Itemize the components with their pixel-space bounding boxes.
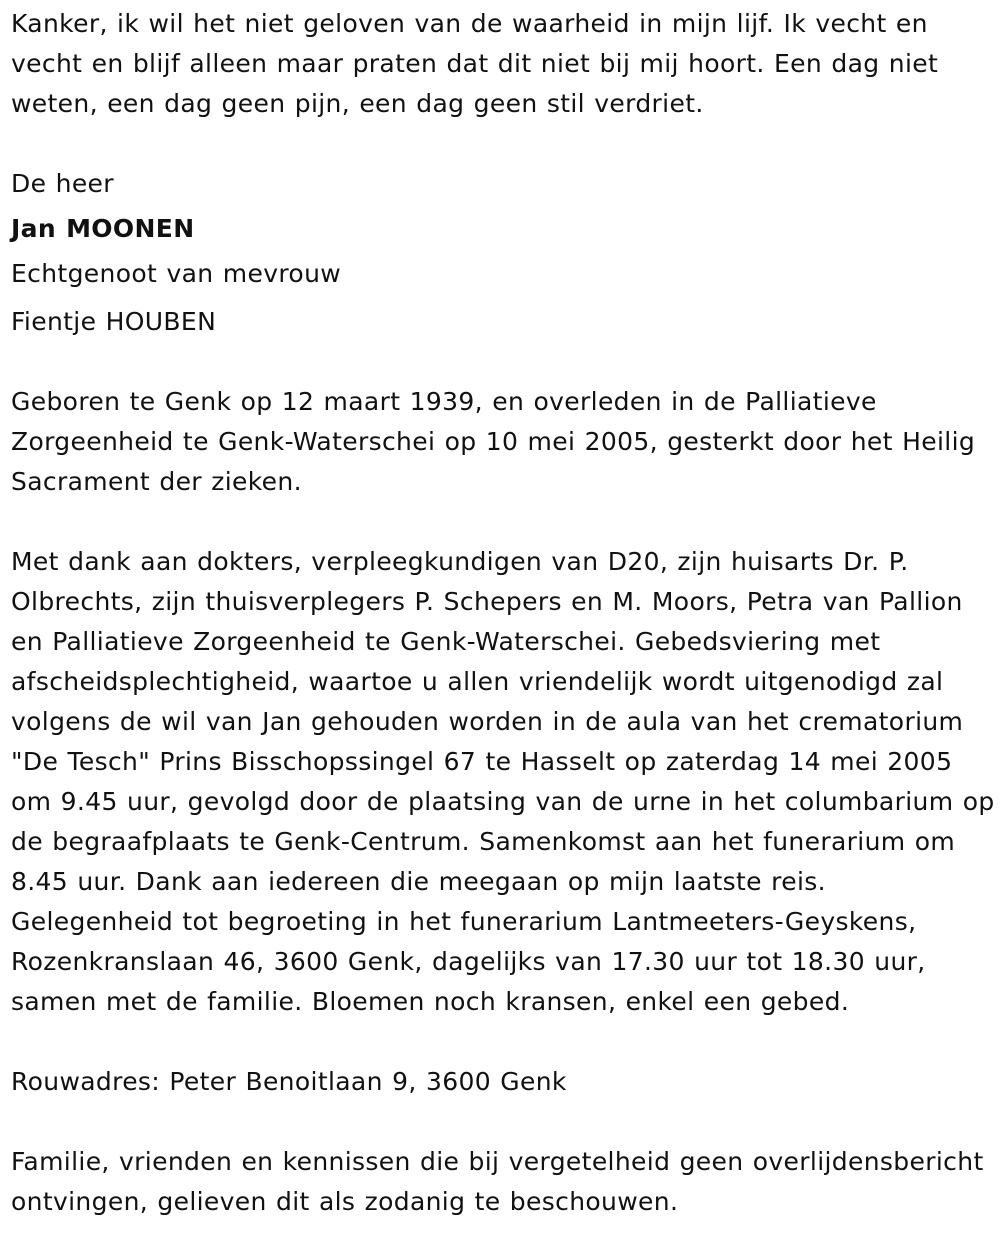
salutation: De heer: [11, 169, 114, 198]
poem-paragraph: Kanker, ik wil het niet geloven van de waarheid in mijn lijf. Ik vecht en vecht en blijf alleen maar praten dat dit niet bij mij hoort. Een dag niet weten, een dag geen pijn, een dag geen stil verdriet.: [11, 9, 939, 118]
spacer: [11, 1022, 996, 1062]
death-notice: [11, 4, 996, 1222]
deceased-name: Jan MOONEN: [11, 214, 195, 243]
spacer: [11, 124, 996, 164]
spouse-name: Fientje HOUBEN: [11, 307, 217, 336]
spouse-label: Echtgenoot van mevrouw: [11, 259, 342, 288]
spacer: [11, 1102, 996, 1142]
closing-paragraph: Familie, vrienden en kennissen die bij vergetelheid geen overlijdensbericht ontvingen, gelieven dit als zodanig te beschouwen.: [11, 1147, 984, 1216]
spacer: [11, 342, 996, 382]
spacer: [11, 502, 996, 542]
birth-death-paragraph: Geboren te Genk op 12 maart 1939, en overleden in de Palliatieve Zorgeenheid te Genk-Waterschei op 10 mei 2005, gesterkt door het Heilig Sacrament der zieken.: [11, 387, 976, 496]
thanks-ceremony-paragraph: Met dank aan dokters, verpleegkundigen van D20, zijn huisarts Dr. P. Olbrechts, zijn thuisverplegers P. Schepers en M. Moors, Petra van Pallion en Palliatieve Zorgeenheid te Genk-Waterschei. Gebedsviering met afscheidsplechtigheid, waartoe u allen vriendelijk wordt uitgenodigd zal volgens de wil van Jan gehouden worden in de aula van het crematorium "De Tesch" Prins Bisschopssingel 67 te Hasselt op zaterdag 14 mei 2005 om 9.45 uur, gevolgd door de plaatsing van de urne in het columbarium op de begraafplaats te Genk-Centrum. Samenkomst aan het funerarium om 8.45 uur. Dank aan iedereen die meegaan op mijn laatste reis. Gelegenheid tot begroeting in het funerarium Lantmeeters-Geyskens, Rozenkranslaan 46, 3600 Genk, dagelijks van 17.30 uur tot 18.30 uur, samen met de familie. Bloemen noch kransen, enkel een gebed.: [11, 547, 995, 1016]
mourning-address: Rouwadres: Peter Benoitlaan 9, 3600 Genk: [11, 1067, 567, 1096]
